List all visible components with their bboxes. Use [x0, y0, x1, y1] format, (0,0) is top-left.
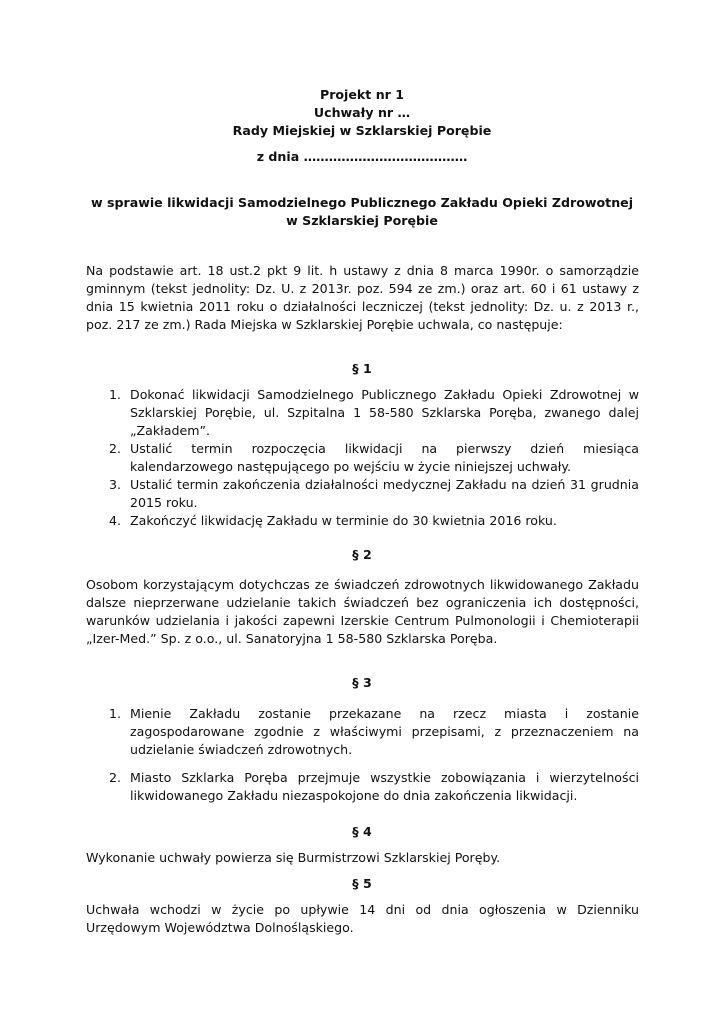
list-item	[86, 512, 639, 530]
list-item	[86, 476, 639, 512]
list-item-text: Ustalić termin zakończenia działalności medycznej Zakładu na dzień 31 grudnia 2015 roku.	[130, 477, 639, 510]
resolution-number: Uchwały nr …	[313, 105, 411, 120]
list-item	[86, 440, 639, 476]
list-item-text: Ustalić termin rozpoczęcia likwidacji na pierwszy dzień miesiąca kalendarzowego następującego po wejściu w życie niniejszej uchwały.	[130, 441, 639, 474]
section-2-body	[86, 576, 639, 648]
list-item-text: Mienie Zakładu zostanie przekazane na rzecz miasta i zostanie zagospodarowane zgodnie z właściwymi przepisami, z przeznaczeniem na udzielanie świadczeń zdrowotnych.	[130, 706, 639, 757]
list-item-text: Miasto Szklarka Poręba przejmuje wszystkie zobowiązania i wierzytelności likwidowanego Zakładu niezaspokojone do dnia zakończenia likwidacji.	[130, 770, 639, 803]
section-2-title: § 2	[352, 547, 372, 562]
list-item-number: 2.	[109, 770, 122, 785]
subject-line-1: w sprawie likwidacji Samodzielnego Publicznego Zakładu Opieki Zdrowotnej	[90, 195, 634, 210]
section-4-body	[86, 849, 639, 867]
list-item-text: Dokonać likwidacji Samodzielnego Publicznego Zakładu Opieki Zdrowotnej w Szklarskiej Porębie, ul. Szpitalna 1 58-580 Szklarska Poręba, zwanego dalej „Zakładem”.	[130, 387, 639, 438]
section-1-title: § 1	[352, 361, 372, 376]
subject-line-2: w Szklarskiej Porębie	[286, 213, 438, 228]
list-item-number: 1.	[109, 706, 122, 721]
list-item	[86, 769, 639, 805]
list-item	[86, 705, 639, 759]
section-2-text: Osobom korzystającym dotychczas ze świadczeń zdrowotnych likwidowanego Zakładu dalsze nieprzerwane udzielanie takich świadczeń bez ograniczenia ich dostępności, warunków udzielania i jakości zapewni Izerskie Centrum Pulmonologii i Chemioterapii „Izer-Med.” Sp. z o.o., ul. Sanatoryjna 1 58-580 Szklarska Poręba.	[86, 577, 639, 646]
section-4-text: Wykonanie uchwały powierza się Burmistrzowi Szklarskiej Poręby.	[86, 850, 501, 865]
section-4-title: § 4	[352, 824, 372, 839]
document-header	[0, 86, 724, 166]
list-item-number: 4.	[109, 513, 122, 528]
list-item-number: 2.	[109, 441, 122, 456]
section-1-list	[86, 386, 639, 530]
resolution-subject	[0, 194, 724, 230]
section-3-list	[86, 705, 639, 805]
preamble-text: Na podstawie art. 18 ust.2 pkt 9 lit. h ustawy z dnia 8 marca 1990r. o samorządzie gminnym (tekst jednolity: Dz. U. z 2013r. poz. 594 ze zm.) oraz art. 60 i 61 ustawy z dnia 15 kwietnia 2011 roku o działalności leczniczej (tekst jednolity: Dz. u. z 2013 r., poz. 217 ze zm.) Rada Miejska w Szklarskiej Porębie uchwala, co następuje:	[86, 263, 639, 332]
project-number: Projekt nr 1	[319, 87, 405, 102]
resolution-date: z dnia …………………………………	[256, 149, 468, 164]
list-item-text: Zakończyć likwidację Zakładu w terminie do 30 kwietnia 2016 roku.	[130, 513, 557, 528]
section-5-body	[86, 901, 639, 937]
council-name: Rady Miejskiej w Szklarskiej Porębie	[232, 123, 492, 138]
list-item	[86, 386, 639, 440]
section-5-title: § 5	[352, 876, 372, 891]
section-5-text: Uchwała wchodzi w życie po upływie 14 dni od dnia ogłoszenia w Dzienniku Urzędowym Województwa Dolnośląskiego.	[86, 902, 639, 935]
list-item-number: 1.	[109, 387, 122, 402]
list-item-number: 3.	[109, 477, 122, 492]
section-3-title: § 3	[352, 675, 372, 690]
preamble	[86, 262, 639, 334]
